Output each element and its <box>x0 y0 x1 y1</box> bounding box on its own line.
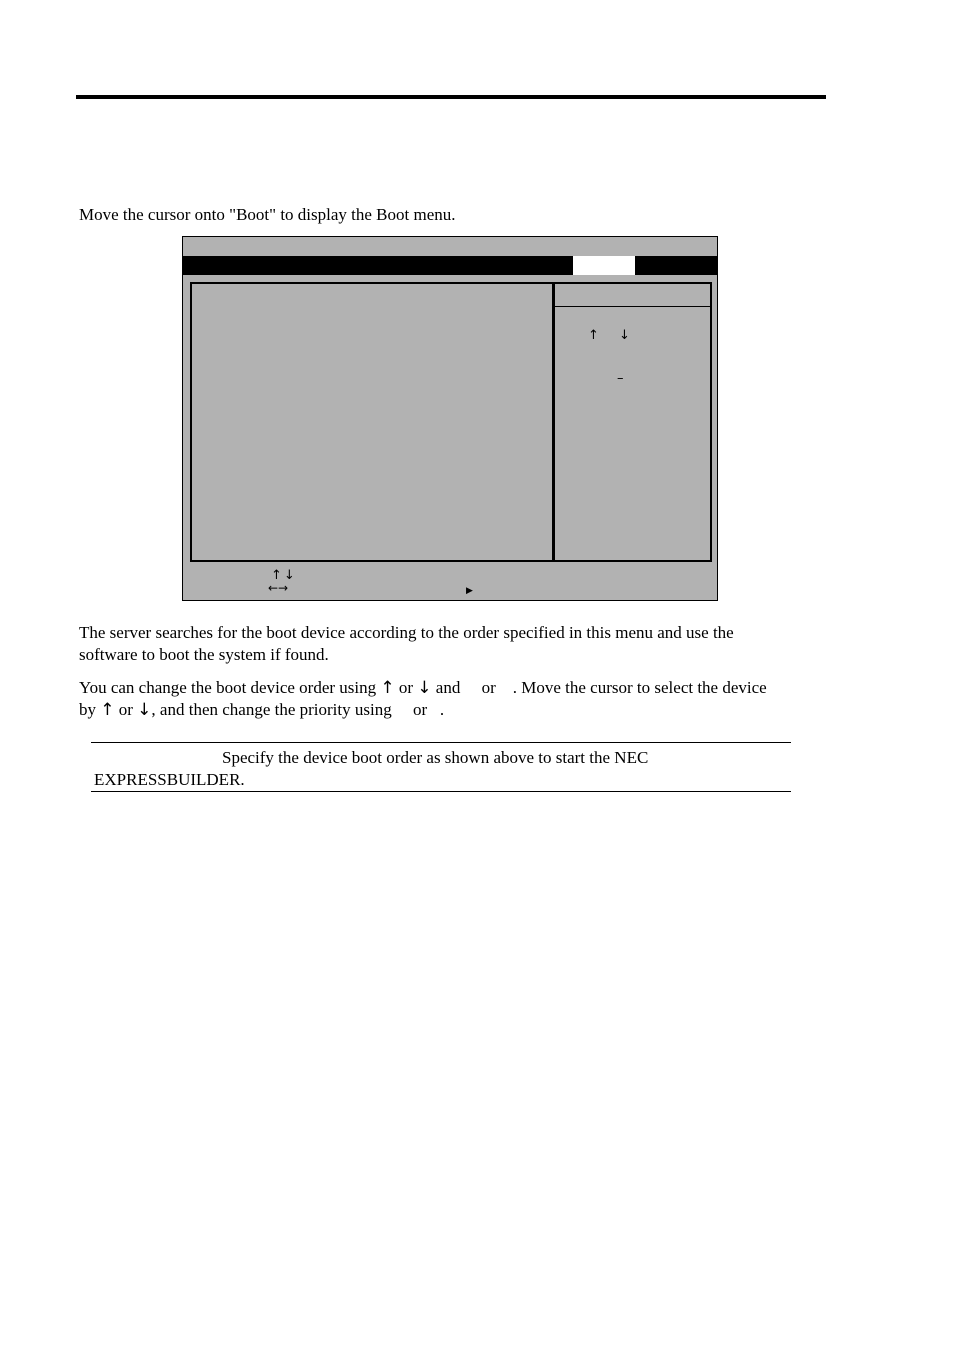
up-arrow-icon: ↑ <box>380 678 395 698</box>
change-order-paragraph <box>79 677 767 721</box>
intro-text: Move the cursor onto "Boot" to display the Boot menu. <box>79 205 456 224</box>
change-order-text-f: , and then change the priority using or . <box>151 700 445 719</box>
bios-boot-menu-screen <box>182 236 718 601</box>
down-arrow-icon: ↓ <box>417 678 432 698</box>
up-arrow-icon: ↑ <box>100 700 115 720</box>
change-order-text-e: or <box>114 700 138 719</box>
change-order-text-c: and or . Move the cursor to select the device <box>431 678 767 697</box>
leftright-arrow-icon: ←→ <box>268 581 289 595</box>
note-line-2: EXPRESSBUILDER. <box>94 770 245 789</box>
arrow-down-icon: ↓ <box>619 328 630 343</box>
help-panel-divider <box>555 306 710 307</box>
note-bottom-rule <box>91 791 791 792</box>
change-order-line-1 <box>79 677 767 699</box>
change-order-text-b: or <box>394 678 418 697</box>
change-order-line-2 <box>79 699 767 721</box>
boot-device-list-panel <box>190 282 554 562</box>
updown-arrow-icon: ↑↓ <box>271 568 297 583</box>
note-top-rule <box>91 742 791 743</box>
item-help-panel <box>553 282 712 562</box>
change-order-text-a: You can change the boot device order using <box>79 678 381 697</box>
boot-order-line-1: The server searches for the boot device according to the order specified in this menu and use the <box>79 623 734 642</box>
submenu-pointer-icon: ▶ <box>466 586 473 596</box>
boot-order-paragraph <box>79 622 734 666</box>
header-rule <box>76 95 826 99</box>
arrow-up-icon: ↑ <box>588 328 599 343</box>
minus-key-icon: – <box>617 371 624 386</box>
note-line-1: Specify the device boot order as shown above to start the NEC <box>222 748 649 767</box>
down-arrow-icon: ↓ <box>137 700 152 720</box>
bios-menu-bar <box>183 256 717 275</box>
boot-menu-tab[interactable] <box>573 256 635 275</box>
change-order-text-d: by <box>79 700 101 719</box>
boot-order-line-2: software to boot the system if found. <box>79 645 329 664</box>
